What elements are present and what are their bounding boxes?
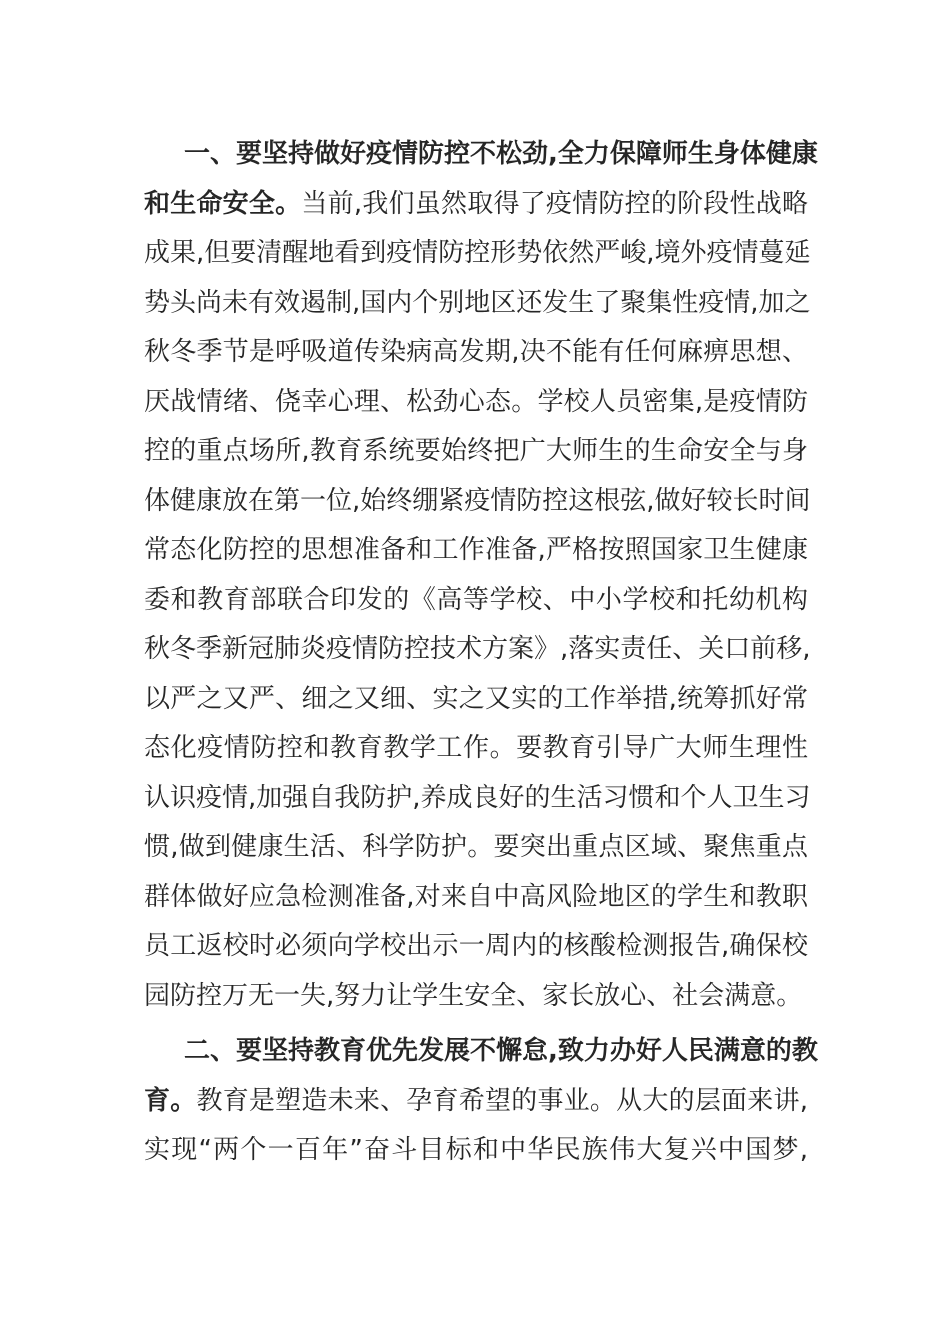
text-segment: 以严之又严、细之又细、实之又实的工作举措,统筹抓好常 — [144, 683, 808, 714]
text-line — [144, 180, 808, 230]
text-segment: 控的重点场所,教育系统要始终把广大师生的生命安全与身 — [144, 436, 808, 466]
text-segment: 认识疫情,加强自我防护,养成良好的生活习惯和个人卫生习 — [144, 782, 811, 813]
text-segment: 态化疫情防控和教育教学工作。要教育引导广大师生理性 — [144, 733, 808, 763]
paragraph — [144, 130, 818, 1021]
text-line — [144, 972, 808, 1022]
text-segment: 当前,我们虽然取得了疫情防控的阶段性战略 — [301, 188, 808, 219]
text-line — [144, 378, 808, 428]
text-line — [144, 279, 811, 329]
text-line — [144, 130, 818, 180]
text-line — [144, 922, 808, 972]
text-segment: 群体做好应急检测准备,对来自中高风险地区的学生和教职 — [144, 881, 808, 912]
text-segment: 惯,做到健康生活、科学防护。要突出重点区域、聚焦重点 — [144, 832, 808, 862]
text-segment: 成果,但要清醒地看到疫情防控形势依然严峻,境外疫情蔓延 — [144, 238, 811, 268]
text-line — [144, 427, 808, 477]
bold-text-segment: 和生命安全。 — [144, 188, 302, 219]
text-segment: 员工返校时必须向学校出示一周内的核酸检测报告,确保校 — [144, 931, 808, 961]
text-line — [144, 576, 808, 626]
text-line — [144, 526, 808, 576]
text-line — [144, 774, 811, 824]
text-segment: 秋冬季新冠肺炎疫情防控技术方案》,落实责任、关口前移, — [144, 634, 811, 664]
text-line — [144, 328, 808, 378]
text-line — [144, 229, 811, 279]
text-line — [144, 1027, 818, 1077]
text-line — [144, 1126, 808, 1176]
text-segment: 厌战情绪、侥幸心理、松劲心态。学校人员密集,是疫情防 — [144, 386, 808, 417]
text-segment: 实现“两个一百年”奋斗目标和中华民族伟大复兴中国梦, — [144, 1135, 808, 1165]
text-line — [144, 477, 811, 527]
text-line — [144, 675, 808, 725]
text-segment: 秋冬季节是呼吸道传染病高发期,决不能有任何麻痹思想、 — [144, 337, 808, 367]
text-line — [144, 625, 811, 675]
bold-text-segment: 育。 — [144, 1085, 197, 1116]
text-line — [144, 724, 808, 774]
text-line — [144, 1077, 808, 1127]
text-segment: 常态化防控的思想准备和工作准备,严格按照国家卫生健康 — [144, 535, 808, 565]
bold-text-segment: 一、要坚持做好疫情防控不松劲,全力保障师生身体健康 — [184, 139, 818, 169]
paragraph — [144, 1027, 818, 1176]
text-line — [144, 873, 808, 923]
text-segment: 势头尚未有效遏制,国内个别地区还发生了聚集性疫情,加之 — [144, 287, 811, 318]
text-segment: 园防控万无一失,努力让学生安全、家长放心、社会满意。 — [144, 980, 803, 1011]
text-segment: 体健康放在第一位,始终绷紧疫情防控这根弦,做好较长时间 — [144, 485, 811, 516]
bold-text-segment: 二、要坚持教育优先发展不懈怠,致力办好人民满意的教 — [184, 1036, 818, 1066]
text-line — [144, 823, 808, 873]
text-segment: 委和教育部联合印发的《高等学校、中小学校和托幼机构 — [144, 584, 808, 615]
document-body — [144, 130, 818, 1176]
text-segment: 教育是塑造未来、孕育希望的事业。从大的层面来讲, — [196, 1085, 808, 1116]
